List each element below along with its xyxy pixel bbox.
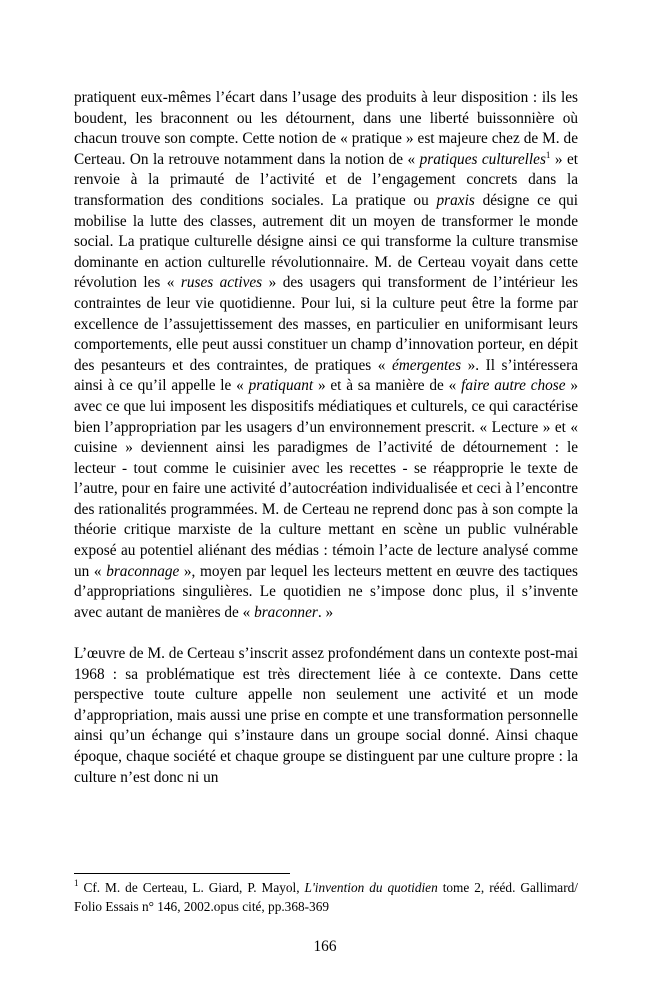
footnote-reference[interactable]: 1 (545, 149, 551, 160)
footnote-text: tome 2, rééd. Gallimard/ Folio Essais n° 146, 2002.opus cité, pp.368-369 (74, 880, 578, 914)
paragraph-2: L’œuvre de M. de Certeau s’inscrit assez profondément dans un contexte post-mai 1968 : sa problématique est très directement liée à ce contexte. Dans cette perspective toute culture appelle non seulement une activité et un mode d’appropriation, mais aussi une prise en compte et une transformation personnelle ainsi qu’un échange qui s’instaure dans un groupe social donné. Ainsi chaque époque, chaque société et chaque groupe se distinguent par une culture propre : la culture n’est donc ni un (74, 645, 578, 786)
italic-phrase: braconnage (106, 562, 180, 580)
italic-phrase: pratiquant (248, 377, 314, 395)
footnote-text: Cf. M. de Certeau, L. Giard, P. Mayol, (78, 880, 305, 895)
text-run: » et à sa manière de « (313, 377, 462, 395)
footnote (74, 879, 578, 916)
page-body (74, 88, 578, 788)
text-run: désigne ce qui mobilise la lutte des classes, autrement dit un moyen de transformer le monde social. La pratique culturelle désigne ainsi ce qui transforme la culture transmise dominante en action culturelle révolutionnaire. M. de Certeau voyait dans cette révolution les « (74, 191, 579, 292)
page-number: 166 (313, 938, 337, 955)
text-run: ». Il s’intéressera ainsi à ce qu’il appelle le « (74, 356, 578, 395)
italic-phrase: braconner (254, 603, 318, 621)
italic-phrase: ruses actives (180, 274, 263, 292)
footnote-book-title: L'invention du quotidien (304, 880, 438, 895)
italic-phrase: pratiques culturelles (419, 150, 546, 168)
text-run: pratiquent eux-mêmes l’écart dans l’usage des produits à leur disposition : ils les boudent, les braconnent ou les détournent, dans une liberté buissonnière où chacun trouve son compte. Cette notion de « pratique » est majeure chez de M. de Certeau. On la retrouve notamment dans la notion de « (74, 89, 578, 168)
text-run: » avec ce que lui imposent les dispositifs médiatiques et culturels, ce qui caractérise bien l’appropriation par les usagers d’un environnement prescrit. « Lecture » et « cuisine » deviennent ainsi les paradigmes de l’activité de détournement : le lecteur - tout comme le cuisinier avec les recettes - se réapproprie le texte de l’autre, pour en faire une activité d’autocréation individualisée et ceci à l’encontre des rationalités programmées. M. de Certeau ne reprend donc pas à son compte la théorie critique marxiste de la culture mettant en scène un public vulnérable exposé au potentiel aliénant des médias : témoin l’acte de lecture analysé comme un « (74, 377, 578, 580)
italic-phrase: praxis (436, 191, 475, 209)
footnote-separator (74, 873, 290, 874)
text-run: . » (317, 603, 334, 621)
italic-phrase: émergentes (391, 356, 462, 374)
footnote-marker: 1 (74, 878, 79, 888)
text-run: » des usagers qui transforment de l’intérieur les contraintes de leur vie quotidienne. Pour lui, si la culture peut être la forme par excellence de l’assujettissement des masses, en particulier en uniformisant leurs comportements, elle peut aussi constituer un champ d’innovation porteur, en dépit des pesanteurs et des contraintes, de pratiques « (74, 274, 578, 374)
italic-phrase: faire autre chose (461, 377, 566, 395)
text-run: » et renvoie à la primauté de l’activité et de l’engagement concrets dans la transformation des conditions sociales. La pratique ou (74, 150, 578, 209)
text-run: », moyen par lequel les lecteurs mettent en œuvre des tactiques d’appropriations singulières. Le quotidien ne s’impose donc plus, il s’invente avec autant de manières de « (74, 562, 579, 621)
paragraph-1 (74, 88, 578, 623)
